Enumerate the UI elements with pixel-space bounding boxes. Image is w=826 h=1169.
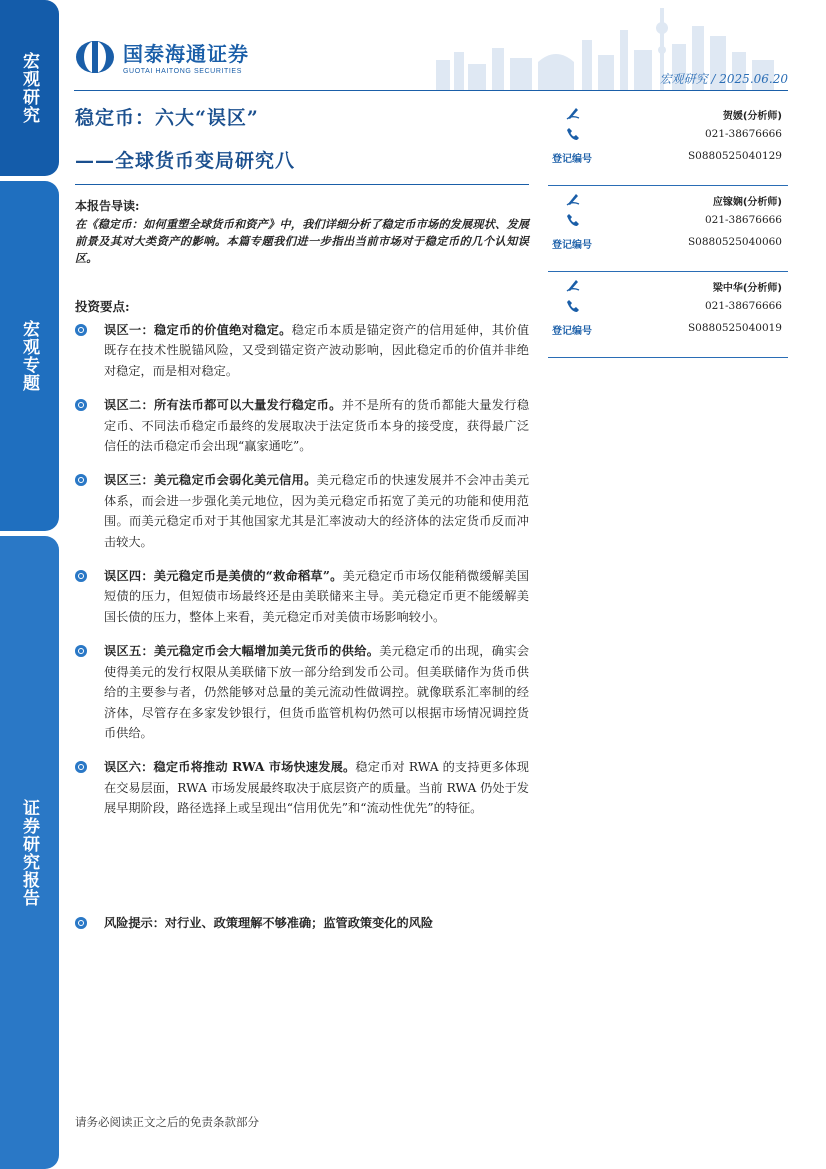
bullet-icon — [75, 324, 87, 336]
bullet-icon — [75, 917, 87, 929]
bullet-icon — [75, 570, 87, 582]
point-lead: 误区三：美元稳定币会弱化美元信用。 — [104, 473, 317, 488]
phone-icon — [566, 213, 580, 227]
analyst-card — [548, 272, 788, 358]
investment-points-heading: 投资要点: — [75, 299, 130, 314]
analyst-card — [548, 186, 788, 272]
report-subtitle: ——全球货币变局研究八 — [75, 150, 296, 172]
sidebar — [0, 0, 59, 1169]
guide-heading: 本报告导读: — [75, 199, 140, 213]
analyst-phone: 021-38676666 — [704, 214, 782, 226]
point-lead: 误区五：美元稳定币会大幅增加美元货币的供给。 — [104, 644, 380, 659]
bullet-icon — [75, 761, 87, 773]
list-item — [75, 470, 529, 552]
point-lead: 误区四：美元稳定币是美债的“救命稻草”。 — [104, 569, 343, 584]
point-text: 美元稳定币的出现，确实会使得美元的发行权限从美联储下放一部分给到发币公司。但美联储作为货币供给的主要参与者，仍然能够对总量的美元流动性做调控。就像联系汇率制的经济体，尽管存在多家发钞银行，但货币监管机构仍然可以根据市场情况调控货币供给。 — [104, 644, 530, 740]
list-item — [75, 395, 529, 456]
point-lead: 误区一：稳定币的价值绝对稳定。 — [104, 323, 292, 337]
title-divider — [75, 184, 529, 185]
list-item — [75, 566, 529, 627]
brand-logo — [75, 38, 249, 75]
bullet-icon — [75, 474, 87, 486]
registration-label: 登记编号 — [552, 326, 592, 337]
point-text: 美元稳定币的快速发展并不会冲击美元体系，而会进一步强化美元地位，因为美元稳定币拓宽了美元的功能和使用范围。而美元稳定币对于其他国家尤其是汇率波动大的经济体的法定货币反而冲击较大。 — [104, 473, 530, 549]
sidebar-tab-macro-research[interactable]: 宏观研究 — [0, 0, 59, 176]
point-text: 美元稳定币市场仅能稍微缓解美国短债的压力，但短债市场最终还是由美联储来主导。美元稳定币更不能缓解美国长债的压力，整体上来看，美元稳定币对美债市场影响较小。 — [104, 569, 529, 624]
registration-number: S0880525040129 — [687, 150, 782, 162]
analyst-name: 梁中华(分析师) — [712, 283, 782, 294]
list-item — [75, 641, 529, 743]
phone-icon — [566, 127, 580, 141]
point-lead: 误区六：稳定币将推动 RWA 市场快速发展。 — [104, 760, 356, 775]
phone-icon — [566, 299, 580, 313]
analyst-name: 贺媛(分析师) — [722, 111, 782, 122]
risk-warning — [75, 913, 535, 933]
point-text: 并不是所有的货币都能大量发行稳定币、不同法币稳定币最终的发展取决于法定货币本身的接受度，获得最广泛信任的法币稳定币会出现“赢家通吃”。 — [104, 398, 530, 454]
report-title: 稳定币：六大“误区” — [75, 107, 259, 129]
analyst-name: 应镓娴(分析师) — [712, 197, 782, 208]
analyst-phone: 021-38676666 — [704, 128, 782, 140]
point-text: 稳定币本质是锚定资产的信用延伸，其价值既存在技术性脱锚风险，又受到锚定资产波动影响，因此稳定币的价值并非绝对稳定，而是相对稳定。 — [104, 323, 530, 378]
pen-icon — [566, 278, 580, 292]
report-category-date: 宏观研究 / 2025.06.20 — [659, 72, 788, 86]
brand-name-cn: 国泰海通证券 — [123, 42, 249, 66]
disclaimer-footer: 请务必阅读正文之后的免责条款部分 — [75, 1115, 259, 1129]
sidebar-tab-macro-topic[interactable]: 宏观专题 — [0, 181, 59, 531]
point-lead: 误区二：所有法币都可以大量发行稳定币。 — [104, 398, 342, 413]
registration-label: 登记编号 — [552, 154, 592, 165]
registration-label: 登记编号 — [552, 240, 592, 251]
analyst-phone: 021-38676666 — [704, 300, 782, 312]
sidebar-tab-securities-report[interactable]: 证券研究报告 — [0, 536, 59, 1169]
list-item — [75, 913, 535, 933]
guide-body: 在《稳定币：如何重塑全球货币和资产》中，我们详细分析了稳定币市场的发展现状、发展前景及其对大类资产的影响。本篇专题我们进一步指出当前市场对于稳定币的几个认知误区。 — [75, 217, 529, 265]
page-header — [59, 0, 826, 96]
bullet-icon — [75, 645, 87, 657]
pen-icon — [566, 106, 580, 120]
brand-name-en: GUOTAI HAITONG SECURITIES — [123, 68, 242, 75]
header-divider — [74, 90, 788, 91]
brand-logo-icon — [75, 40, 115, 74]
risk-text: 风险提示：对行业、政策理解不够准确；监管政策变化的风险 — [104, 916, 434, 930]
analyst-card — [548, 100, 788, 186]
pen-icon — [566, 192, 580, 206]
registration-number: S0880525040060 — [687, 236, 782, 248]
point-text: 稳定币对 RWA 的支持更多体现在交易层面，RWA 市场发展最终取决于底层资产的质量。当前 RWA 仍处于发展早期阶段，路径选择上或呈现出“信用优先”和“流动性优先”的特征。 — [104, 760, 529, 816]
analyst-panel — [548, 100, 788, 358]
investment-points-list — [75, 320, 529, 819]
list-item — [75, 320, 529, 381]
registration-number: S0880525040019 — [687, 322, 782, 334]
list-item — [75, 757, 529, 818]
bullet-icon — [75, 399, 87, 411]
